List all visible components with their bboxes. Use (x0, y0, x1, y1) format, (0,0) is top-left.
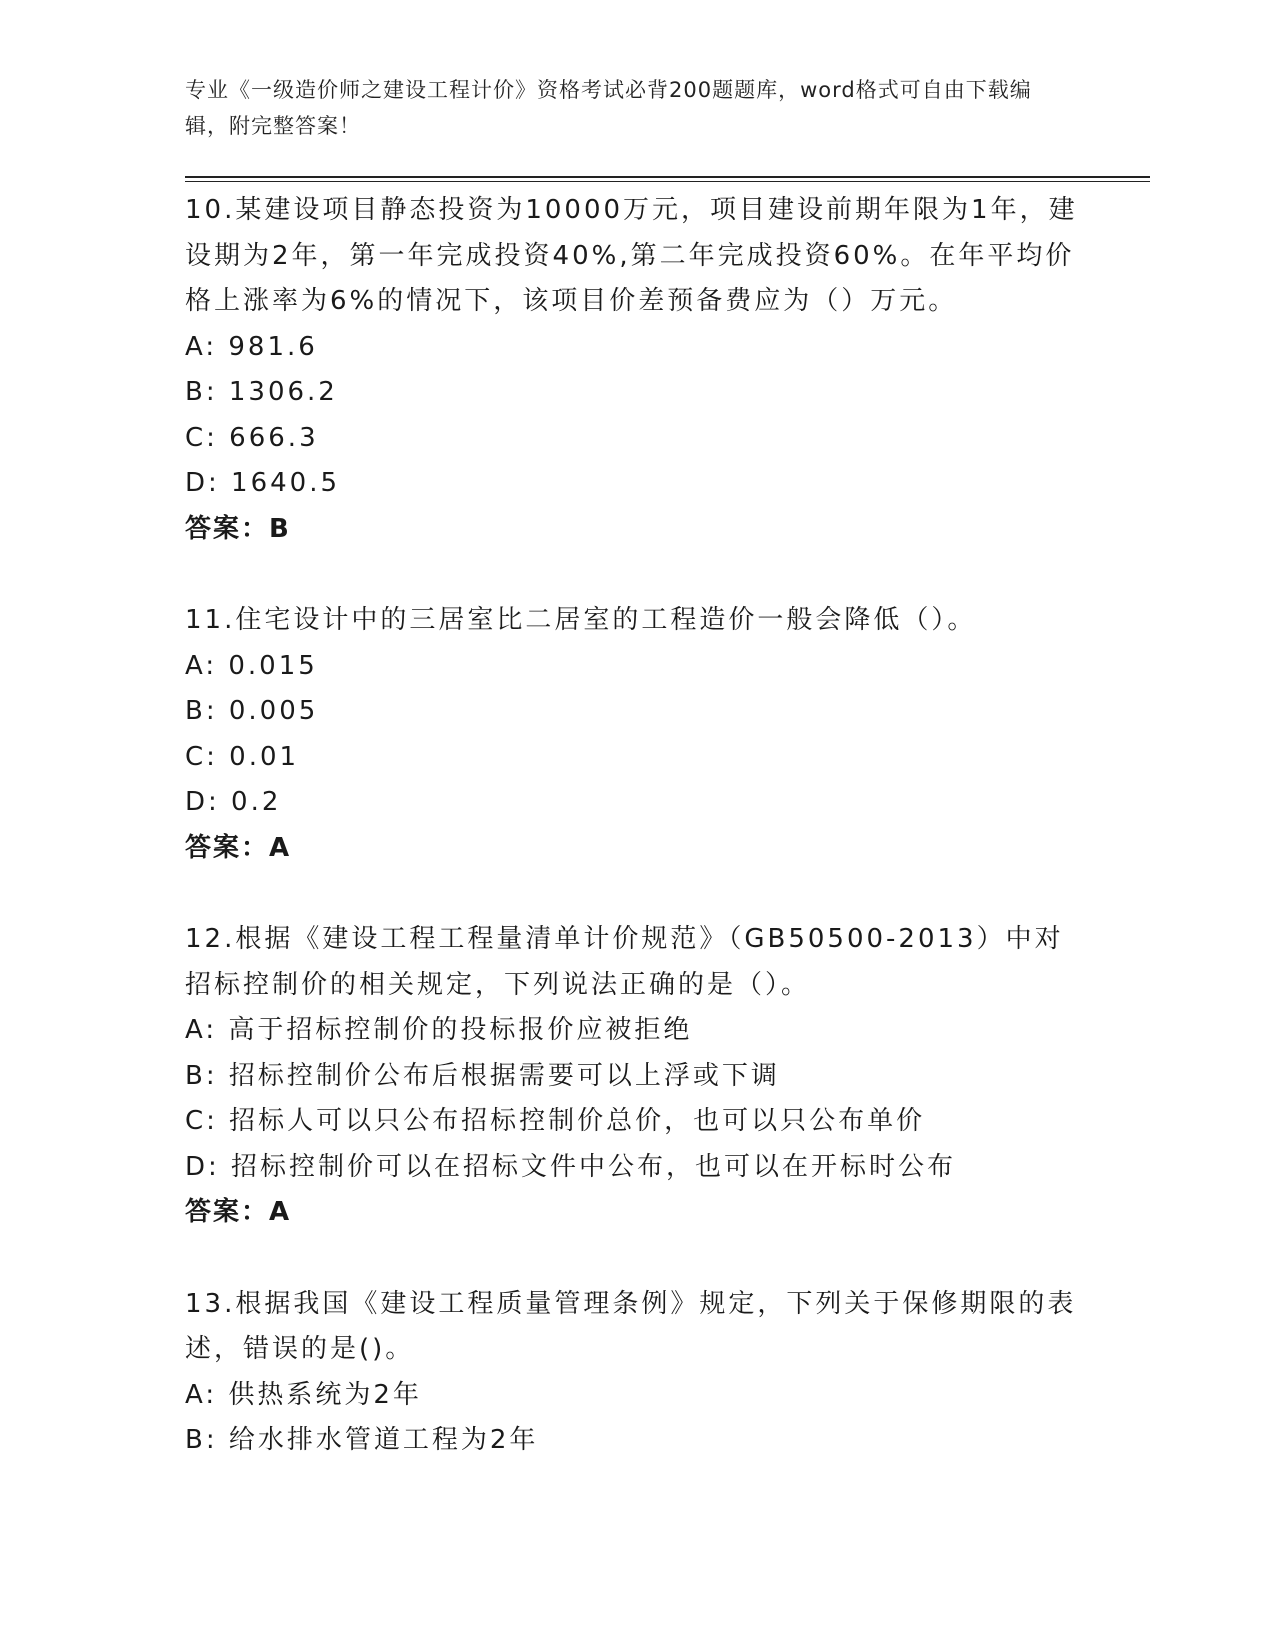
document-header: 专业《一级造价师之建设工程计价》资格考试必背200题题库，word格式可自由下载编辑，附完整答案！ (185, 78, 1032, 138)
option-b: B: 给水排水管道工程为2年 (185, 1425, 539, 1455)
header-divider-thick (185, 176, 1150, 178)
question-list (185, 188, 1085, 1510)
option-c: C: 0.01 (185, 741, 300, 772)
question-11 (185, 598, 1085, 871)
option-a: A: 981.6 (185, 331, 318, 362)
question-13 (185, 1282, 1085, 1464)
answer: 答案：B (185, 513, 291, 544)
option-b: B: 招标控制价公布后根据需要可以上浮或下调 (185, 1060, 780, 1091)
option-a: A: 供热系统为2年 (185, 1379, 422, 1410)
question-10 (185, 188, 1085, 552)
question-text: 12.根据《建设工程工程量清单计价规范》（GB50500-2013）中对招标控制价的相关规定，下列说法正确的是（）。 (185, 924, 1064, 1000)
answer: 答案：A (185, 832, 292, 863)
question-text: 11.住宅设计中的三居室比二居室的工程造价一般会降低（）。 (185, 605, 977, 635)
answer: 答案：A (185, 1197, 292, 1227)
option-d: D: 招标控制价可以在招标文件中公布，也可以在开标时公布 (185, 1151, 957, 1182)
question-text: 10.某建设项目静态投资为10000万元，项目建设前期年限为1年，建设期为2年，第一年完成投资40%,第二年完成投资60%。在年平均价格上涨率为6%的情况下，该项目价差预备费应为（）万元。 (185, 195, 1078, 316)
header-divider-thin (185, 181, 1150, 182)
option-b: B: 1306.2 (185, 377, 338, 407)
option-c: C: 666.3 (185, 422, 319, 453)
option-a: A: 高于招标控制价的投标报价应被拒绝 (185, 1015, 693, 1045)
option-d: D: 1640.5 (185, 468, 341, 498)
question-text: 13.根据我国《建设工程质量管理条例》规定，下列关于保修期限的表述，错误的是()。 (185, 1288, 1077, 1364)
option-c: C: 招标人可以只公布招标控制价总价，也可以只公布单价 (185, 1106, 926, 1136)
option-a: A: 0.015 (185, 650, 318, 681)
option-b: B: 0.005 (185, 696, 319, 726)
option-d: D: 0.2 (185, 787, 282, 817)
question-12 (185, 917, 1085, 1236)
